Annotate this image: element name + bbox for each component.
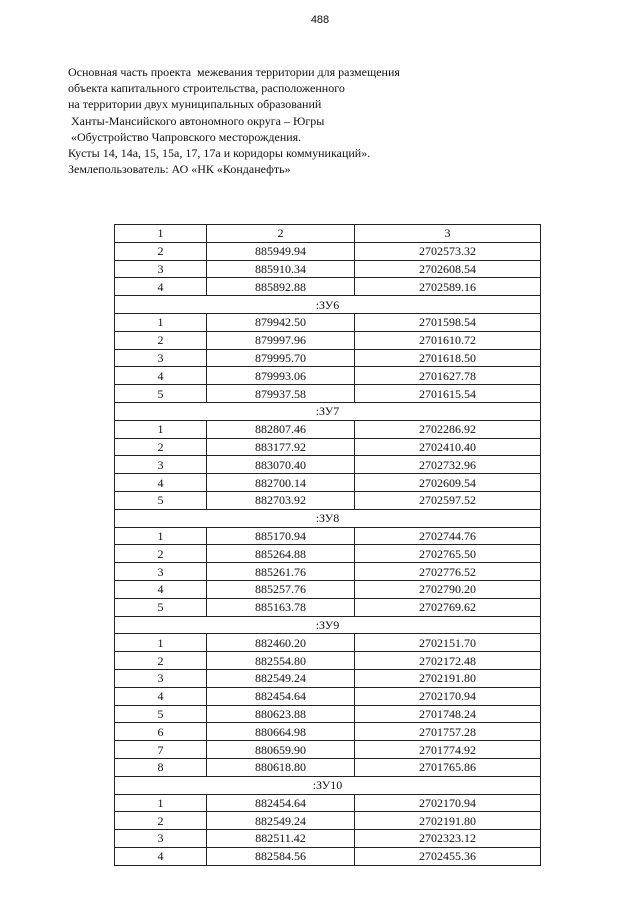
- y-coordinate-cell: 2702323.12: [355, 830, 541, 848]
- point-number-cell: 3: [115, 563, 207, 581]
- x-coordinate-cell: 879995.70: [207, 349, 355, 367]
- point-number-cell: 4: [115, 367, 207, 385]
- y-coordinate-cell: 2702573.32: [355, 242, 541, 260]
- table-header-row: [115, 225, 541, 243]
- point-number-cell: 1: [115, 794, 207, 812]
- table-row: [115, 830, 541, 848]
- point-number-cell: 3: [115, 349, 207, 367]
- x-coordinate-cell: 885949.94: [207, 242, 355, 260]
- x-coordinate-cell: 880659.90: [207, 741, 355, 759]
- coordinates-table-body: [115, 225, 541, 866]
- header-line: «Обустройство Чапровского месторождения.: [68, 129, 302, 144]
- table-row: [115, 847, 541, 865]
- point-number-cell: 5: [115, 598, 207, 616]
- point-number-cell: 1: [115, 527, 207, 545]
- table-row: [115, 545, 541, 563]
- section-label: :ЗУ9: [115, 616, 541, 634]
- table-row: [115, 367, 541, 385]
- x-coordinate-cell: 879942.50: [207, 313, 355, 331]
- y-coordinate-cell: 2701774.92: [355, 741, 541, 759]
- point-number-cell: 3: [115, 260, 207, 278]
- point-number-cell: 3: [115, 669, 207, 687]
- table-row: [115, 331, 541, 349]
- point-number-cell: 2: [115, 242, 207, 260]
- y-coordinate-cell: 2701748.24: [355, 705, 541, 723]
- table-row: [115, 420, 541, 438]
- y-coordinate-cell: 2702151.70: [355, 634, 541, 652]
- table-section-row: [115, 296, 541, 314]
- header-line: Основная часть проекта межевания территории для размещения: [68, 65, 400, 79]
- x-coordinate-cell: 885910.34: [207, 260, 355, 278]
- y-coordinate-cell: 2702172.48: [355, 652, 541, 670]
- header-line: на территории двух муниципальных образований: [68, 97, 322, 112]
- document-header: [68, 64, 508, 177]
- table-row: [115, 438, 541, 456]
- table-row: [115, 598, 541, 616]
- table-row: [115, 669, 541, 687]
- x-coordinate-cell: 882700.14: [207, 474, 355, 492]
- table-row: [115, 456, 541, 474]
- y-coordinate-cell: 2702790.20: [355, 580, 541, 598]
- y-coordinate-cell: 2702170.94: [355, 794, 541, 812]
- y-coordinate-cell: 2701615.54: [355, 385, 541, 403]
- point-number-cell: 1: [115, 420, 207, 438]
- y-coordinate-cell: 2702410.40: [355, 438, 541, 456]
- point-number-cell: 5: [115, 491, 207, 509]
- table-row: [115, 527, 541, 545]
- y-coordinate-cell: 2702191.80: [355, 669, 541, 687]
- y-coordinate-cell: 2701757.28: [355, 723, 541, 741]
- x-coordinate-cell: 885264.88: [207, 545, 355, 563]
- x-coordinate-cell: 883070.40: [207, 456, 355, 474]
- x-coordinate-cell: 882584.56: [207, 847, 355, 865]
- table-row: [115, 580, 541, 598]
- y-coordinate-cell: 2702776.52: [355, 563, 541, 581]
- table-section-row: [115, 509, 541, 527]
- point-number-cell: 5: [115, 705, 207, 723]
- point-number-cell: 4: [115, 687, 207, 705]
- y-coordinate-cell: 2702455.36: [355, 847, 541, 865]
- point-number-cell: 1: [115, 634, 207, 652]
- coordinates-table: [114, 224, 541, 866]
- x-coordinate-cell: 882703.92: [207, 491, 355, 509]
- point-number-cell: 2: [115, 652, 207, 670]
- point-number-cell: 8: [115, 758, 207, 776]
- header-line: Ханты-Мансийского автономного округа – Югры: [68, 113, 325, 128]
- table-row: [115, 385, 541, 403]
- point-number-cell: 4: [115, 474, 207, 492]
- point-number-cell: 2: [115, 438, 207, 456]
- y-coordinate-cell: 2701598.54: [355, 313, 541, 331]
- page-number: 488: [310, 14, 330, 26]
- table-section-row: [115, 616, 541, 634]
- y-coordinate-cell: 2702765.50: [355, 545, 541, 563]
- point-number-cell: 2: [115, 545, 207, 563]
- table-row: [115, 278, 541, 296]
- x-coordinate-cell: 885261.76: [207, 563, 355, 581]
- x-coordinate-cell: 885163.78: [207, 598, 355, 616]
- column-header: 3: [355, 225, 541, 243]
- point-number-cell: 3: [115, 830, 207, 848]
- x-coordinate-cell: 882454.64: [207, 687, 355, 705]
- x-coordinate-cell: 883177.92: [207, 438, 355, 456]
- section-label: :ЗУ7: [115, 402, 541, 420]
- y-coordinate-cell: 2702589.16: [355, 278, 541, 296]
- table-section-row: [115, 402, 541, 420]
- y-coordinate-cell: 2702286.92: [355, 420, 541, 438]
- column-header: 2: [207, 225, 355, 243]
- point-number-cell: 4: [115, 847, 207, 865]
- x-coordinate-cell: 885170.94: [207, 527, 355, 545]
- x-coordinate-cell: 880618.80: [207, 758, 355, 776]
- y-coordinate-cell: 2702191.80: [355, 812, 541, 830]
- y-coordinate-cell: 2702769.62: [355, 598, 541, 616]
- y-coordinate-cell: 2701618.50: [355, 349, 541, 367]
- table-row: [115, 563, 541, 581]
- x-coordinate-cell: 885892.88: [207, 278, 355, 296]
- point-number-cell: 3: [115, 456, 207, 474]
- table-row: [115, 242, 541, 260]
- section-label: :ЗУ8: [115, 509, 541, 527]
- table-row: [115, 687, 541, 705]
- point-number-cell: 2: [115, 331, 207, 349]
- table-row: [115, 349, 541, 367]
- header-line: Землепользователь: АО «НК «Конданефть»: [68, 162, 291, 177]
- x-coordinate-cell: 880623.88: [207, 705, 355, 723]
- x-coordinate-cell: 882549.24: [207, 669, 355, 687]
- x-coordinate-cell: 885257.76: [207, 580, 355, 598]
- table-row: [115, 723, 541, 741]
- x-coordinate-cell: 880664.98: [207, 723, 355, 741]
- y-coordinate-cell: 2702732.96: [355, 456, 541, 474]
- x-coordinate-cell: 879937.58: [207, 385, 355, 403]
- point-number-cell: 2: [115, 812, 207, 830]
- table-row: [115, 491, 541, 509]
- point-number-cell: 5: [115, 385, 207, 403]
- section-label: :ЗУ6: [115, 296, 541, 314]
- table-row: [115, 652, 541, 670]
- point-number-cell: 1: [115, 313, 207, 331]
- y-coordinate-cell: 2701765.86: [355, 758, 541, 776]
- section-label: :ЗУ10: [115, 776, 541, 794]
- table-row: [115, 634, 541, 652]
- header-line: объекта капитального строительства, расположенного: [68, 81, 345, 96]
- x-coordinate-cell: 882549.24: [207, 812, 355, 830]
- x-coordinate-cell: 882454.64: [207, 794, 355, 812]
- y-coordinate-cell: 2702170.94: [355, 687, 541, 705]
- x-coordinate-cell: 882554.80: [207, 652, 355, 670]
- x-coordinate-cell: 882511.42: [207, 830, 355, 848]
- y-coordinate-cell: 2701610.72: [355, 331, 541, 349]
- x-coordinate-cell: 882460.20: [207, 634, 355, 652]
- y-coordinate-cell: 2702744.76: [355, 527, 541, 545]
- table-row: [115, 313, 541, 331]
- y-coordinate-cell: 2702609.54: [355, 474, 541, 492]
- x-coordinate-cell: 882807.46: [207, 420, 355, 438]
- table-row: [115, 812, 541, 830]
- table-row: [115, 794, 541, 812]
- column-header: 1: [115, 225, 207, 243]
- y-coordinate-cell: 2702597.52: [355, 491, 541, 509]
- point-number-cell: 4: [115, 278, 207, 296]
- x-coordinate-cell: 879993.06: [207, 367, 355, 385]
- table-row: [115, 260, 541, 278]
- table-row: [115, 758, 541, 776]
- x-coordinate-cell: 879997.96: [207, 331, 355, 349]
- y-coordinate-cell: 2701627.78: [355, 367, 541, 385]
- table-row: [115, 705, 541, 723]
- y-coordinate-cell: 2702608.54: [355, 260, 541, 278]
- point-number-cell: 4: [115, 580, 207, 598]
- table-section-row: [115, 776, 541, 794]
- point-number-cell: 6: [115, 723, 207, 741]
- table-row: [115, 474, 541, 492]
- table-row: [115, 741, 541, 759]
- point-number-cell: 7: [115, 741, 207, 759]
- header-line: Кусты 14, 14а, 15, 15а, 17, 17а и коридоры коммуникаций».: [68, 146, 371, 161]
